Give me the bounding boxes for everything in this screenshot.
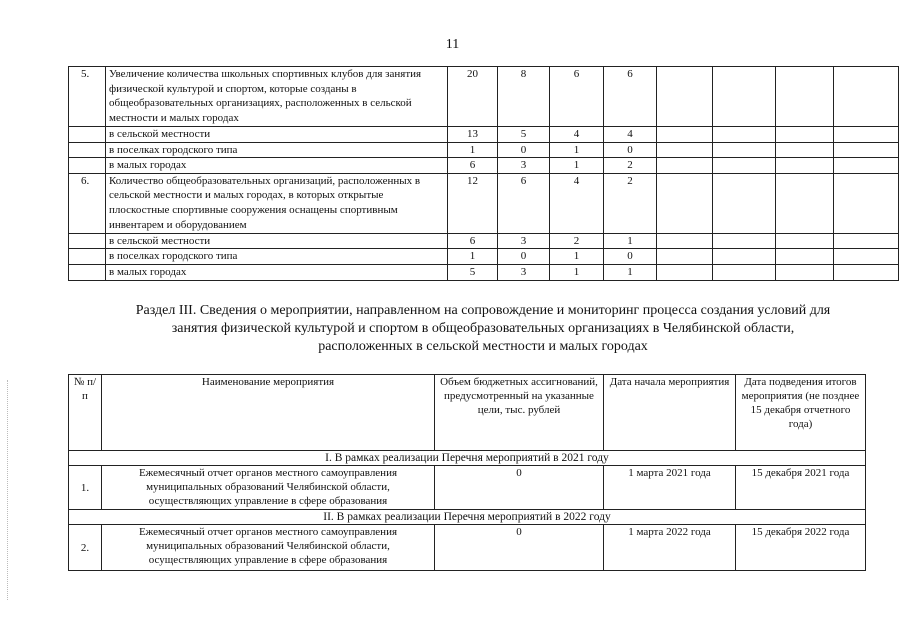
activity-name: Ежемесячный отчет органов местного самоуправления муниципальных образований Челябинской области, осуществляющих управление в сфере образования — [102, 466, 435, 510]
row-value — [776, 67, 834, 127]
row-value — [713, 233, 776, 249]
row-value: 0 — [604, 249, 657, 265]
row-value: 6 — [550, 67, 604, 127]
table-row — [69, 67, 899, 127]
activity-summary-date: 15 декабря 2022 года — [736, 525, 866, 571]
row-value — [657, 158, 713, 174]
row-value: 1 — [550, 158, 604, 174]
row-value — [834, 173, 899, 233]
activity-num: 1. — [69, 466, 102, 510]
header-start-date: Дата начала мероприятия — [604, 375, 736, 451]
row-value — [776, 142, 834, 158]
row-value: 2 — [604, 158, 657, 174]
activities-table — [68, 374, 866, 571]
row-value — [713, 264, 776, 280]
row-value: 1 — [448, 142, 498, 158]
row-num — [69, 127, 106, 143]
table-row — [69, 264, 899, 280]
row-value: 1 — [550, 264, 604, 280]
row-num — [69, 158, 106, 174]
row-value: 1 — [604, 264, 657, 280]
row-value — [713, 67, 776, 127]
row-value — [776, 249, 834, 265]
row-value: 2 — [550, 233, 604, 249]
activities-header-row — [69, 375, 866, 451]
section-title-line1: Раздел III. Сведения о мероприятии, направленном на сопровождение и мониторинг процесса создания условий для — [135, 303, 831, 318]
indicators-table — [68, 66, 899, 281]
table-row — [69, 249, 899, 265]
section-title-line3: расположенных в сельской местности и малых городах — [318, 339, 648, 354]
row-value — [776, 158, 834, 174]
row-value: 6 — [604, 67, 657, 127]
row-value: 12 — [448, 173, 498, 233]
row-value: 4 — [604, 127, 657, 143]
table-row — [69, 233, 899, 249]
row-value — [713, 158, 776, 174]
row-value — [834, 127, 899, 143]
scan-margin-line — [7, 380, 9, 600]
table-row — [69, 127, 899, 143]
row-label: в малых городах — [106, 158, 448, 174]
group-title: II. В рамках реализации Перечня мероприятий в 2022 году — [69, 510, 866, 525]
row-value: 0 — [604, 142, 657, 158]
activity-start-date: 1 марта 2021 года — [604, 466, 736, 510]
header-num: № п/п — [69, 375, 102, 451]
table-row — [69, 142, 899, 158]
header-name: Наименование мероприятия — [102, 375, 435, 451]
row-value: 6 — [498, 173, 550, 233]
activity-budget: 0 — [435, 466, 604, 510]
activity-summary-date: 15 декабря 2021 года — [736, 466, 866, 510]
table-row — [69, 173, 899, 233]
row-value: 4 — [550, 127, 604, 143]
row-value: 2 — [604, 173, 657, 233]
row-value: 13 — [448, 127, 498, 143]
row-label: в малых городах — [106, 264, 448, 280]
row-value — [834, 233, 899, 249]
row-value — [834, 158, 899, 174]
row-num — [69, 142, 106, 158]
row-value: 8 — [498, 67, 550, 127]
row-value — [657, 233, 713, 249]
row-label: Увеличение количества школьных спортивных клубов для занятия физической культурой и спортом, которые созданы в общеобразовательных организациях, расположенных в сельской местности и малых городах — [106, 67, 448, 127]
row-value: 1 — [448, 249, 498, 265]
section-title — [68, 302, 898, 356]
row-value — [834, 142, 899, 158]
row-value: 5 — [498, 127, 550, 143]
row-value — [834, 67, 899, 127]
group-title-row — [69, 451, 866, 466]
activity-name: Ежемесячный отчет органов местного самоуправления муниципальных образований Челябинской области, осуществляющих управление в сфере образования — [102, 525, 435, 571]
row-label: в поселках городского типа — [106, 142, 448, 158]
row-num — [69, 264, 106, 280]
row-value: 1 — [604, 233, 657, 249]
row-num — [69, 233, 106, 249]
row-value — [657, 249, 713, 265]
row-value: 6 — [448, 158, 498, 174]
row-value — [713, 173, 776, 233]
row-value — [657, 142, 713, 158]
group-title-row — [69, 510, 866, 525]
row-value: 1 — [550, 249, 604, 265]
row-value: 4 — [550, 173, 604, 233]
header-budget: Объем бюджетных ассигнований, предусмотренный на указанные цели, тыс. рублей — [435, 375, 604, 451]
row-value: 6 — [448, 233, 498, 249]
row-value — [657, 173, 713, 233]
row-value: 3 — [498, 264, 550, 280]
row-num: 5. — [69, 67, 106, 127]
row-value: 3 — [498, 233, 550, 249]
row-value: 3 — [498, 158, 550, 174]
activity-num: 2. — [69, 525, 102, 571]
section-title-line2: занятия физической культурой и спортом в общеобразовательных организациях в Челябинской области, — [171, 321, 795, 336]
row-label: Количество общеобразовательных организаций, расположенных в сельской местности и малых городах, в которых открытые плоскостные спортивные сооружения оснащены спортивным инвентарем и оборудованием — [106, 173, 448, 233]
activity-budget: 0 — [435, 525, 604, 571]
row-value — [713, 142, 776, 158]
table-row — [69, 158, 899, 174]
header-summary-date: Дата подведения итогов мероприятия (не позднее 15 декабря отчетного года) — [736, 375, 866, 451]
group-title: I. В рамках реализации Перечня мероприятий в 2021 году — [69, 451, 866, 466]
row-value — [776, 233, 834, 249]
activity-start-date: 1 марта 2022 года — [604, 525, 736, 571]
row-value — [657, 127, 713, 143]
row-value — [776, 264, 834, 280]
row-num — [69, 249, 106, 265]
activity-row — [69, 466, 866, 510]
row-value — [834, 264, 899, 280]
row-value: 5 — [448, 264, 498, 280]
row-value — [657, 264, 713, 280]
row-value — [776, 127, 834, 143]
row-value — [834, 249, 899, 265]
activity-row — [69, 525, 866, 571]
row-value — [657, 67, 713, 127]
row-value: 0 — [498, 142, 550, 158]
row-label: в сельской местности — [106, 127, 448, 143]
row-label: в сельской местности — [106, 233, 448, 249]
row-value: 0 — [498, 249, 550, 265]
page-number: 11 — [445, 37, 460, 52]
row-value — [713, 127, 776, 143]
row-label: в поселках городского типа — [106, 249, 448, 265]
row-value: 20 — [448, 67, 498, 127]
row-value — [713, 249, 776, 265]
row-value — [776, 173, 834, 233]
row-value: 1 — [550, 142, 604, 158]
row-num: 6. — [69, 173, 106, 233]
